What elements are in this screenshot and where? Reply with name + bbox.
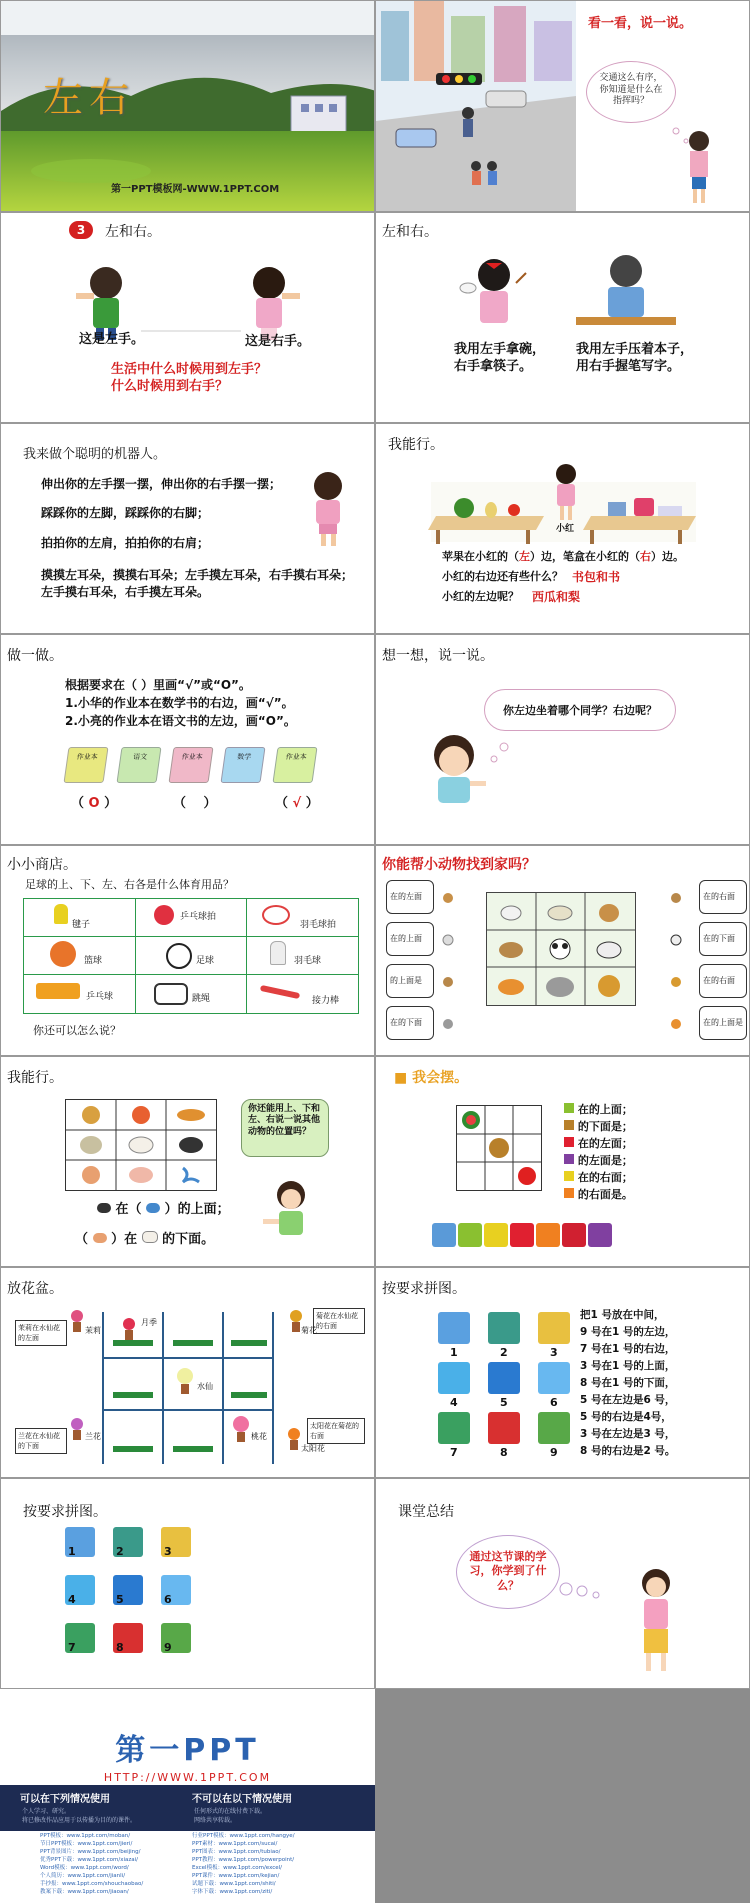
table-answer-3: 西瓜和梨 (532, 590, 581, 604)
arrange-row-text: 的右面是。 (577, 1188, 633, 1201)
shop-heading: 小小商店。 (7, 857, 77, 873)
slide-animal-homes[interactable] (375, 845, 750, 1056)
q1-post: ）边。 (651, 550, 684, 563)
cannot-use-1: 任何形式的在线付费下载。 (194, 1808, 267, 1815)
instruction-line: 5 号的右边是4号， (580, 1411, 672, 1423)
link-left[interactable]: 个人简历：www.1ppt.com/jianli/ (40, 1873, 126, 1879)
arrange-heading-text: 我会摆。 (412, 1070, 469, 1086)
ppt-url: HTTP://WWW.1PPT.COM (103, 1771, 272, 1784)
link-left[interactable]: PPT模板：www.1ppt.com/moban/ (40, 1833, 131, 1839)
table-answer-2: 书包和书 (572, 570, 621, 584)
fruit-tile[interactable] (432, 1223, 456, 1247)
mini-grape-icon (564, 1154, 574, 1164)
q1-answer-right: 右 (640, 550, 651, 563)
table-question-1 (442, 550, 684, 565)
puzzle2-tile-1[interactable] (65, 1527, 95, 1557)
arrange-heading: ■ 我会摆。 (394, 1070, 469, 1086)
instruction-line: 3 号在1 号的上面， (580, 1360, 676, 1372)
link-right[interactable]: 试题下载：www.1ppt.com/shiti/ (192, 1881, 276, 1887)
links-panel (0, 1831, 375, 1903)
puzzle2-tile-number: 7 (68, 1641, 76, 1654)
flower-label-jasmine: 茉莉 (85, 1326, 101, 1335)
label-text: 在的左面 (390, 892, 422, 901)
fruit-tile[interactable] (484, 1223, 508, 1247)
puzzle2-tile-number: 8 (116, 1641, 124, 1654)
slide-1ppt-info[interactable] (0, 1689, 375, 1903)
slide-puzzle-instructions[interactable] (375, 1267, 750, 1478)
mini-monkey-icon (564, 1120, 574, 1130)
eating-writing-illustration (376, 213, 750, 423)
link-right[interactable]: 行业PPT模板：www.1ppt.com/hangye/ (192, 1833, 295, 1839)
slide-i-can-animals[interactable] (0, 1056, 375, 1267)
book-label: 作业本 (285, 753, 308, 761)
shop-item: 乒乓球拍 (180, 912, 217, 922)
puzzle-tile-9[interactable] (538, 1412, 570, 1444)
book-chinese (116, 747, 161, 783)
badminton-racket-icon (262, 905, 290, 925)
puzzle2-tile-7[interactable] (65, 1623, 95, 1653)
flower-label-sunflower: 太阳花 (301, 1444, 325, 1453)
q1-pre: 苹果在小红的（ (442, 550, 519, 563)
shuttlecock-icon (270, 941, 286, 965)
instruction-line: 7 号在1 号的右边， (580, 1343, 676, 1355)
book-label: 作业本 (76, 753, 99, 761)
answer-slot-2[interactable]: （ ） (173, 796, 217, 811)
fruit-strip (432, 1223, 632, 1247)
animals-grid-heading: 我能行。 (7, 1070, 63, 1086)
puzzle2-tile-2[interactable] (113, 1527, 143, 1557)
puzzle2-tile-4[interactable] (65, 1575, 95, 1605)
book-homework-2 (168, 747, 213, 783)
puzzle-tile-number: 4 (450, 1396, 458, 1409)
slide-flower-pots[interactable] (0, 1267, 375, 1478)
puzzle-tile-number: 9 (550, 1446, 558, 1459)
table-question-2: 小红的右边还有些什么？ (442, 570, 563, 583)
shop-item: 羽毛球拍 (300, 920, 337, 930)
left-hand-caption: 这是左手。 (79, 332, 145, 347)
shop-item: 篮球 (84, 956, 103, 966)
answer-check: √ (292, 796, 302, 811)
puzzle2-tile-number: 9 (164, 1641, 172, 1654)
title-footer: 第一PPT模板网-WWW.1PPT.COM (111, 184, 280, 195)
shop-item: 跳绳 (192, 994, 211, 1004)
note-jasmine: 茉莉在水仙花的左面 (15, 1320, 67, 1346)
basketball-icon (50, 941, 76, 967)
shop-item: 足球 (196, 956, 215, 966)
label-text: 在的下面 (703, 934, 735, 943)
puzzle2-heading: 按要求拼图。 (23, 1504, 107, 1520)
link-right[interactable]: PPT课件：www.1ppt.com/kejian/ (192, 1873, 280, 1879)
do-line-1: 根据要求在（ ）里画“√”或“O”。 (65, 678, 251, 692)
slide-little-shop[interactable] (0, 845, 375, 1056)
shop-footer: 你还可以怎么说？ (33, 1024, 121, 1037)
slide-left-right-hands[interactable] (0, 212, 375, 423)
fruit-tile[interactable] (536, 1223, 560, 1247)
pingpong-paddle-icon (154, 905, 174, 925)
shop-question: 足球的上、下、左、右各是什么体育用品？ (25, 878, 234, 891)
puzzle2-tile-number: 2 (116, 1545, 124, 1558)
label-text: 在的右面 (703, 892, 735, 901)
puzzle2-tile-number: 1 (68, 1545, 76, 1558)
link-right[interactable]: Excel模板：www.1ppt.com/excel/ (192, 1865, 283, 1871)
table-question-3: 小红的左边呢？ (442, 590, 519, 603)
robot-line-2: 踩踩你的左脚，踩踩你的右脚； (41, 506, 210, 520)
can-use-1: 个人学习、研究。 (22, 1808, 71, 1815)
sentence-2b: ）在 (111, 1232, 138, 1247)
slide-do-it[interactable] (0, 634, 375, 845)
slide-robot-game[interactable] (0, 423, 375, 634)
think-bubble-text: 你左边坐着哪个同学？右边呢？ (503, 704, 657, 717)
traffic-heading: 看一看，说一说。 (588, 16, 693, 31)
puzzle-tile-number: 8 (500, 1446, 508, 1459)
answer-slot-3[interactable]: （ √ ） (275, 796, 319, 811)
puzzle-tile-number: 6 (550, 1396, 558, 1409)
flower-label-rose: 月季 (141, 1318, 157, 1327)
shop-item: 接力棒 (312, 996, 340, 1006)
girl-label: 小红 (556, 524, 575, 534)
book-label: 语文 (132, 753, 148, 761)
note-chrysanthemum: 菊花在水仙花的右面 (313, 1308, 365, 1334)
slide-think-say[interactable] (375, 634, 750, 845)
empty-grey-panel (375, 1689, 750, 1903)
do-heading: 做一做。 (7, 648, 63, 664)
puzzle-tile-number: 1 (450, 1346, 458, 1359)
grid-bubble-text: 你还能用上、下和左、右说一说其他动物的位置吗？ (248, 1104, 321, 1137)
link-right[interactable]: PPT图表：www.1ppt.com/tubiao/ (192, 1849, 281, 1855)
answer-slot-1[interactable]: （ O ） (71, 796, 118, 811)
arrange-row-4 (564, 1154, 633, 1169)
teacher-summary-illustration (376, 1479, 750, 1689)
puzzle-tile-1[interactable] (438, 1312, 470, 1344)
arrange-row-3 (564, 1137, 633, 1152)
link-right[interactable]: 字体下载：www.1ppt.com/ziti/ (192, 1889, 273, 1895)
flowers-heading: 放花盆。 (7, 1281, 63, 1297)
sentence-2a: （ (75, 1232, 89, 1247)
mini-lemon-icon (564, 1171, 574, 1181)
q1-answer-left: 左 (519, 550, 530, 563)
shop-grid-lines (246, 899, 247, 1013)
caption-bowl-2: 右手拿筷子。 (454, 359, 533, 374)
arrange-row-2 (564, 1120, 633, 1135)
link-left[interactable]: Word模板：www.1ppt.com/word/ (40, 1865, 129, 1871)
arrange-row-text: 在的上面； (577, 1103, 633, 1116)
can-use-title: 可以在下列情况使用 (20, 1794, 110, 1805)
book-homework-3 (272, 747, 317, 783)
arrange-row-1 (564, 1103, 633, 1118)
hands-heading: 左和右。 (105, 224, 161, 240)
instruction-line: 8 号在1 号的下面， (580, 1377, 676, 1389)
puzzle2-tile-number: 5 (116, 1593, 124, 1606)
note-sunflower: 太阳花在菊花的右面 (307, 1418, 365, 1444)
hands-question-1: 生活中什么时候用到左手？ (111, 362, 268, 377)
book-label: 作业本 (181, 753, 204, 761)
link-right[interactable]: PPT素材：www.1ppt.com/sucai/ (192, 1841, 278, 1847)
flower-label-orchid: 兰花 (85, 1432, 101, 1441)
answer-circle: O (88, 796, 100, 811)
can-use-2: 将已修改作品应用于以传播为目的的课件。 (22, 1817, 137, 1824)
puzzle-tile-3[interactable] (538, 1312, 570, 1344)
instruction-line: 把1 号放在中间， (580, 1309, 665, 1321)
puzzle-tile-7[interactable] (438, 1412, 470, 1444)
pingpong-balls-icon (36, 983, 80, 999)
cannot-use-title: 不可以在以下情况使用 (192, 1794, 292, 1805)
shop-item: 乒乓球 (86, 992, 114, 1002)
label-text: 在的上面是 (703, 1018, 743, 1027)
instruction-line: 5 号在左边是6 号， (580, 1394, 676, 1406)
puzzle2-tile-8[interactable] (113, 1623, 143, 1653)
arrange-row-6 (564, 1188, 633, 1203)
book-homework-1 (63, 747, 108, 783)
label-text: 在的右面 (703, 976, 735, 985)
slide-title-text: 左右 (43, 75, 135, 121)
robot-line-3: 拍拍你的左肩，拍拍你的右肩； (41, 536, 210, 550)
puzzle2-tile-number: 4 (68, 1593, 76, 1606)
flower-label-narcissus: 水仙 (197, 1382, 213, 1391)
table-heading: 我能行。 (388, 437, 444, 453)
robot-heading: 我来做个聪明的机器人。 (23, 447, 167, 462)
puzzle-tile-4[interactable] (438, 1362, 470, 1394)
summary-heading: 课堂总结 (398, 1504, 454, 1520)
caption-write-2: 用右手握笔写字。 (576, 359, 681, 374)
link-right[interactable]: PPT教程：www.1ppt.com/powerpoint/ (192, 1857, 295, 1863)
link-left[interactable]: 手抄报：www.1ppt.com/shouchaobao/ (40, 1881, 144, 1887)
boy-illustration (1, 1057, 375, 1267)
slide-i-can-arrange[interactable] (375, 1056, 750, 1267)
puzzle-tile-8[interactable] (488, 1412, 520, 1444)
jump-rope-icon (154, 983, 188, 1005)
flower-label-peach: 桃花 (251, 1432, 267, 1441)
ppt-logo-text: 第一PPT (115, 1733, 260, 1768)
small-animal-icons (376, 846, 750, 1056)
instruction-line: 3 号在左边是3 号， (580, 1428, 676, 1440)
book-math (220, 747, 265, 783)
shop-grid-lines (24, 974, 358, 975)
mini-orange-icon (564, 1188, 574, 1198)
instruction-line: 8 号的右边是2 号。 (580, 1445, 676, 1457)
puzzle2-tile-number: 6 (164, 1593, 172, 1606)
mini-pear-icon (564, 1103, 574, 1113)
robot-line-1: 伸出你的左手摆一摆，伸出你的右手摆一摆； (41, 477, 282, 491)
shuttlecock-toy-icon (54, 904, 68, 924)
flower-label-chrysanthemum: 菊花 (301, 1326, 317, 1335)
animals-heading: 你能帮小动物找到家吗？ (382, 857, 536, 873)
label-text: 的上面是 (390, 976, 422, 985)
arrange-row-5 (564, 1171, 633, 1186)
puzzle-tile-5[interactable] (488, 1362, 520, 1394)
link-left[interactable]: 优秀PPT下载：www.1ppt.com/xiazai/ (40, 1857, 139, 1863)
puzzle2-tile-9[interactable] (161, 1623, 191, 1653)
puzzle2-tile-5[interactable] (113, 1575, 143, 1605)
fruit-tile[interactable] (562, 1223, 586, 1247)
puzzle2-tile-6[interactable] (161, 1575, 191, 1605)
puzzle-tile-number: 5 (500, 1396, 508, 1409)
shop-grid (23, 898, 359, 1014)
label-text: 在的下面 (390, 1018, 422, 1027)
puzzle-tile-number: 3 (550, 1346, 558, 1359)
robot-line-4a: 摸摸左耳朵，摸摸右耳朵；左手摸左耳朵，右手摸右耳朵； (41, 568, 354, 582)
fruit-tile[interactable] (458, 1223, 482, 1247)
lesson-badge-number: 3 (76, 223, 86, 237)
note-orchid: 兰花在水仙花的下面 (15, 1428, 67, 1454)
instruction-line: 9 号在1 号的左边， (580, 1326, 676, 1338)
slide-title[interactable] (0, 0, 375, 212)
book-label: 数学 (236, 753, 252, 761)
hands-question-2: 什么时候用到右手？ (111, 379, 229, 394)
puzzle-tile-6[interactable] (538, 1362, 570, 1394)
fruit-grid (456, 1105, 542, 1191)
summary-bubble-text: 通过这节课的学习，你学到了什么？ (469, 1550, 547, 1592)
puzzle2-tile-number: 3 (164, 1545, 172, 1558)
do-line-2: 1.小华的作业本在数学书的右边，画“√”。 (65, 696, 294, 710)
caption-bowl-1: 我用左手拿碗， (454, 342, 546, 357)
fruit-tile[interactable] (510, 1223, 534, 1247)
traffic-bubble-text: 交通这么有序，你知道是什么在指挥吗？ (599, 73, 663, 107)
sentence-1b: ）的上面； (164, 1202, 230, 1217)
slide-class-summary[interactable] (375, 1478, 750, 1689)
teacher-figure (376, 1, 750, 212)
fruit-grid-svg (457, 1106, 541, 1190)
sentence-1a: 在（ (115, 1202, 142, 1217)
label-text: 在的上面 (390, 934, 422, 943)
puzzle-heading: 按要求拼图。 (382, 1281, 466, 1297)
arrange-row-text: 的左面是； (577, 1154, 633, 1167)
puzzle-tile-number: 2 (500, 1346, 508, 1359)
girl-waving-illustration (1, 424, 375, 634)
cannot-use-2: 网络共享转载。 (194, 1817, 237, 1824)
right-hand-caption: 这是右手。 (245, 334, 311, 349)
slide-puzzle-tiles[interactable] (0, 1478, 375, 1689)
slide-traffic[interactable] (375, 0, 750, 212)
football-icon (166, 943, 192, 969)
slide-left-right-examples[interactable] (375, 212, 750, 423)
q1-mid: ）边，笔盒在小红的（ (530, 550, 640, 563)
puzzle-tile-number: 7 (450, 1446, 458, 1459)
think-heading: 想一想，说一说。 (382, 648, 494, 664)
mini-strawberry-icon (564, 1137, 574, 1147)
caption-write-1: 我用左手压着本子， (576, 342, 694, 357)
shop-item: 毽子 (72, 920, 91, 930)
shop-grid-lines (135, 899, 136, 1013)
arrange-row-text: 的下面是； (577, 1120, 633, 1133)
examples-heading: 左和右。 (382, 224, 438, 240)
robot-line-4b: 左手摸右耳朵，右手摸左耳朵。 (41, 585, 210, 599)
shop-item: 羽毛球 (294, 956, 322, 966)
puzzle-tile-2[interactable] (488, 1312, 520, 1344)
link-left[interactable]: 节日PPT模板：www.1ppt.com/jieri/ (40, 1841, 133, 1847)
slide-i-can-table[interactable] (375, 423, 750, 634)
link-left[interactable]: 教案下载：www.1ppt.com/jiaoan/ (40, 1889, 129, 1895)
relay-baton-icon (260, 985, 300, 999)
arrange-row-text: 在的右面； (577, 1171, 633, 1184)
fruit-tile[interactable] (588, 1223, 612, 1247)
link-left[interactable]: PPT背景图片：www.1ppt.com/beijing/ (40, 1849, 141, 1855)
shop-grid-lines (24, 936, 358, 937)
sentence-2c: 的下面。 (162, 1232, 215, 1247)
boy-pointing-illustration (376, 635, 750, 845)
puzzle2-tile-3[interactable] (161, 1527, 191, 1557)
do-line-3: 2.小亮的作业本在语文书的左边，画“O”。 (65, 714, 296, 728)
arrange-row-text: 在的左面； (577, 1137, 633, 1150)
ppt-logo (0, 1725, 375, 1784)
